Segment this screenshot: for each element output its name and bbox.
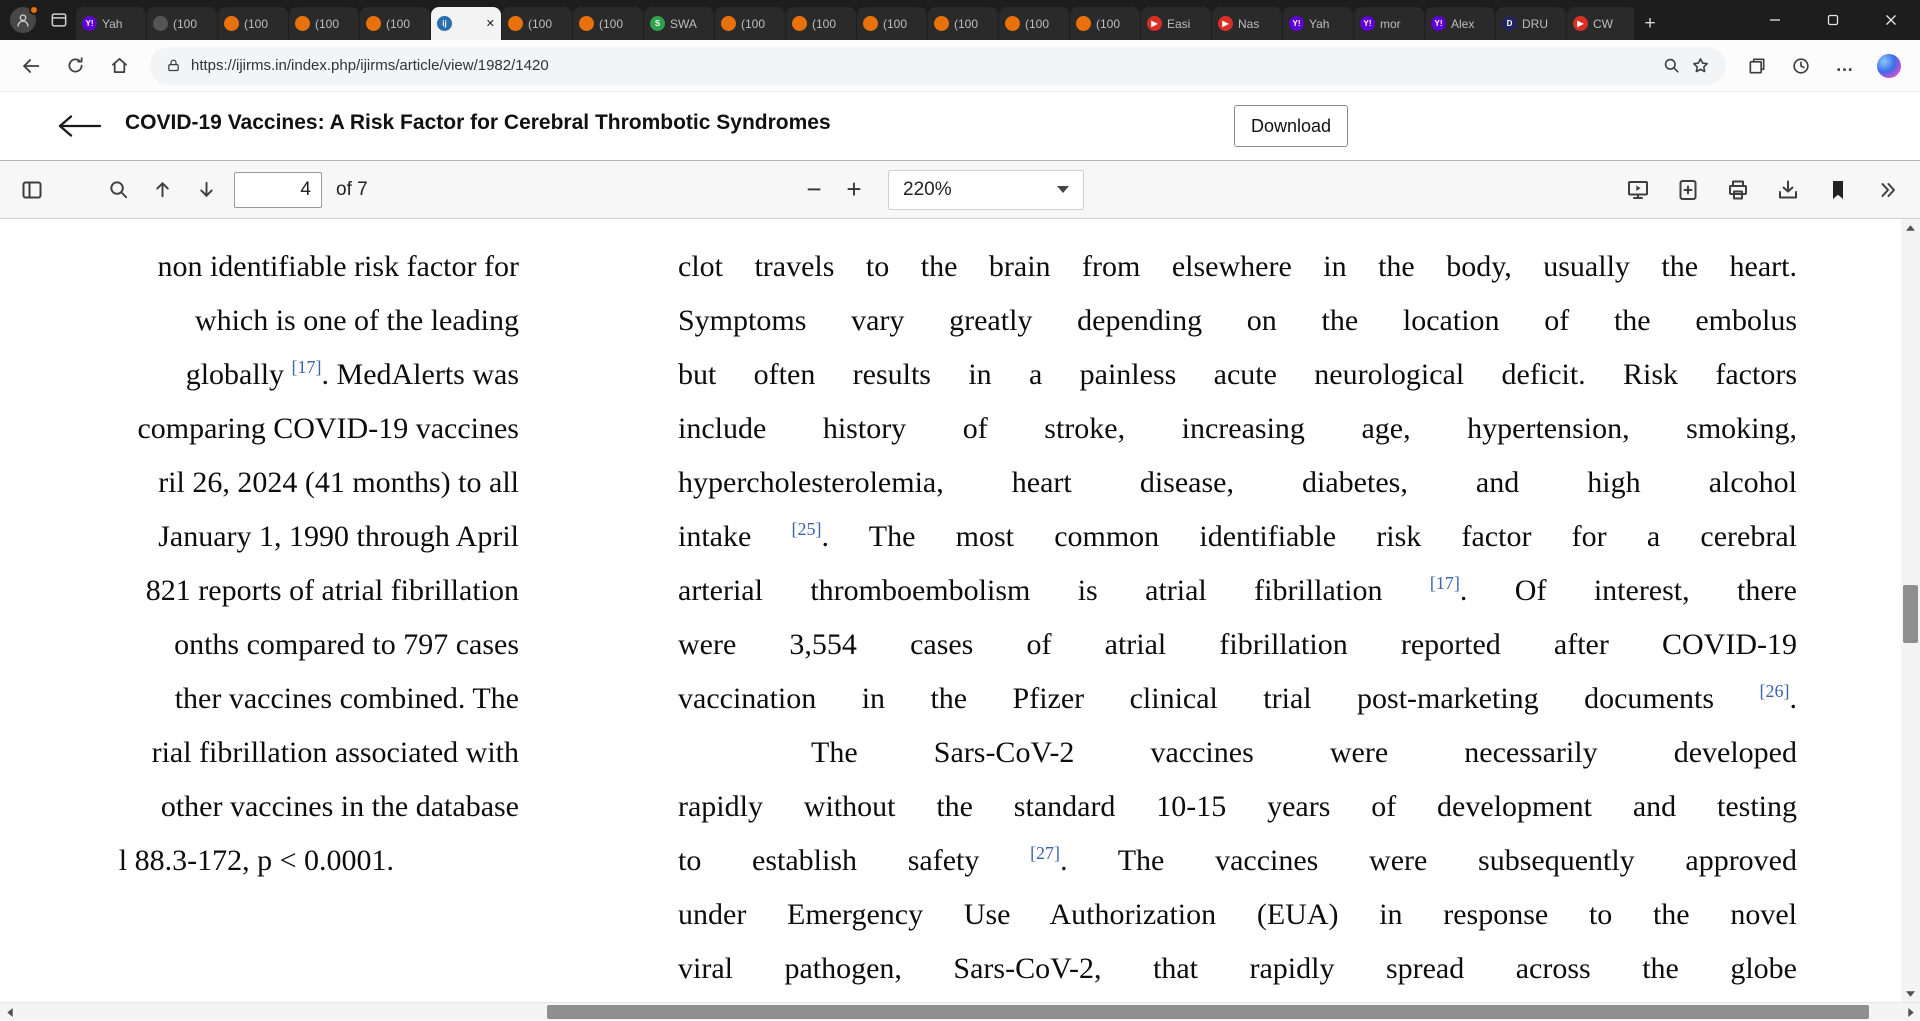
- home-button[interactable]: [98, 45, 140, 87]
- tab-title: (100: [812, 16, 837, 31]
- tab-title: SWA: [670, 16, 697, 31]
- tab-favicon: Y!: [1289, 16, 1304, 31]
- tab-title: (100: [954, 16, 979, 31]
- browser-titlebar: [0, 0, 1920, 40]
- tab-title: (100: [741, 16, 766, 31]
- browser-tab[interactable]: [1283, 7, 1353, 40]
- pdf-text-line: The Sars-CoV-2 vaccines were necessarily developed: [811, 736, 1797, 769]
- pdf-right-column: [678, 240, 1797, 996]
- sidebar-toggle-icon[interactable]: [16, 174, 48, 206]
- browser-tab[interactable]: [999, 7, 1069, 40]
- download-button[interactable]: Download: [1234, 105, 1348, 147]
- browser-tab[interactable]: [289, 7, 359, 40]
- new-tab-button[interactable]: +: [1644, 12, 1656, 34]
- zoom-indicator-icon[interactable]: [1662, 56, 1681, 75]
- browser-nav-toolbar: [0, 40, 1920, 92]
- notification-dot: [29, 5, 39, 15]
- tab-favicon: Y!: [82, 16, 97, 31]
- pdf-toolbar: [0, 160, 1920, 219]
- zoom-in-button[interactable]: +: [846, 174, 862, 204]
- pdf-text-line: ril 26, 2024 (41 months) to all: [158, 466, 519, 499]
- minimize-button[interactable]: [1746, 0, 1804, 40]
- tab-search-button[interactable]: [46, 7, 72, 33]
- tab-favicon: [295, 16, 310, 31]
- browser-tab[interactable]: [1425, 7, 1495, 40]
- refresh-button[interactable]: [54, 45, 96, 87]
- tab-favicon: S: [650, 16, 665, 31]
- tab-favicon: Y!: [1360, 16, 1375, 31]
- tab-title: Nas: [1238, 16, 1260, 31]
- print-icon[interactable]: [1722, 174, 1754, 206]
- horizontal-scroll-thumb[interactable]: [547, 1005, 1869, 1019]
- tab-close-icon[interactable]: ✕: [485, 18, 495, 30]
- tab-favicon: [224, 16, 239, 31]
- back-arrow-icon[interactable]: [56, 113, 102, 144]
- bookmark-icon[interactable]: [1822, 174, 1854, 206]
- pdf-text-line: other vaccines in the database: [160, 790, 519, 823]
- address-bar[interactable]: [150, 47, 1726, 85]
- browser-tab[interactable]: [502, 7, 572, 40]
- pdf-text-line: Symptoms vary greatly depending on the location of the embolus: [678, 304, 1797, 337]
- pdf-page: [0, 219, 1901, 1002]
- tab-title: Easi: [1167, 16, 1191, 31]
- tab-favicon: ▶: [1573, 16, 1588, 31]
- browser-tab[interactable]: [786, 7, 856, 40]
- history-icon[interactable]: [1780, 45, 1822, 87]
- browser-tab[interactable]: [218, 7, 288, 40]
- lock-icon: [166, 58, 181, 73]
- copilot-icon[interactable]: [1868, 45, 1910, 87]
- tab-title: (100: [883, 16, 908, 31]
- tab-title: (100: [315, 16, 340, 31]
- pdf-text-line: rapidly without the standard 10-15 years of development and testing: [678, 790, 1797, 823]
- pdf-text-line: globally [17]. MedAlerts was: [185, 357, 519, 391]
- pdf-text-line: under Emergency Use Authorization (EUA) in response to the novel: [678, 898, 1797, 931]
- tab-strip: [76, 0, 1634, 40]
- page-count-label: of 7: [336, 178, 368, 200]
- tab-favicon: [508, 16, 523, 31]
- search-icon[interactable]: [102, 174, 134, 206]
- tab-title: mor: [1380, 16, 1401, 31]
- scroll-right-icon[interactable]: [1901, 1003, 1920, 1021]
- close-button[interactable]: [1862, 0, 1920, 40]
- browser-tab[interactable]: [928, 7, 998, 40]
- zoom-level-value: 220%: [903, 178, 952, 200]
- tab-favicon: [863, 16, 878, 31]
- tab-title: (100: [386, 16, 411, 31]
- more-tools-icon[interactable]: [1872, 174, 1904, 206]
- pdf-text-line: onths compared to 797 cases: [174, 628, 519, 661]
- browser-tab[interactable]: [644, 7, 714, 40]
- tab-title: Alex: [1451, 16, 1475, 31]
- browser-tab[interactable]: [1141, 7, 1211, 40]
- add-notes-icon[interactable]: [1672, 174, 1704, 206]
- tab-favicon: ▶: [1218, 16, 1233, 31]
- url-text[interactable]: https://ijirms.in/index.php/ijirms/article/view/1982/1420: [191, 57, 549, 74]
- pdf-left-column: [0, 240, 519, 888]
- more-icon[interactable]: …: [1835, 55, 1855, 75]
- tab-title: Yah: [102, 16, 123, 31]
- pdf-text-line: 821 reports of atrial fibrillation: [145, 574, 519, 607]
- tab-favicon: [1076, 16, 1091, 31]
- tab-favicon: [1005, 16, 1020, 31]
- tab-favicon: [934, 16, 949, 31]
- tab-title: (100: [528, 16, 553, 31]
- maximize-button[interactable]: [1804, 0, 1862, 40]
- pdf-text-line: rial fibrillation associated with: [151, 736, 519, 769]
- browser-tab[interactable]: [147, 7, 217, 40]
- scroll-up-icon[interactable]: [1901, 219, 1920, 236]
- next-page-icon[interactable]: [190, 174, 222, 206]
- vertical-scroll-thumb[interactable]: [1903, 585, 1918, 643]
- pdf-text-line: ther vaccines combined. The: [174, 682, 519, 715]
- pdf-text-line: clot travels to the brain from elsewhere in the body, usually the heart.: [678, 250, 1797, 283]
- zoom-out-button[interactable]: −: [806, 174, 822, 204]
- chevron-down-icon: [1057, 186, 1069, 193]
- pdf-text-line: non identifiable risk factor for: [157, 250, 519, 283]
- tab-title: (100: [1025, 16, 1050, 31]
- pdf-text-line: January 1, 1990 through April: [158, 520, 519, 553]
- horizontal-scrollbar[interactable]: [0, 1002, 1920, 1020]
- pdf-text-line: vaccination in the Pfizer clinical trial post-marketing documents [26].: [678, 681, 1797, 715]
- tab-title: Yah: [1309, 16, 1330, 31]
- pdf-text-line: include history of stroke, increasing age, hypertension, smoking,: [678, 412, 1797, 445]
- tab-favicon: [579, 16, 594, 31]
- browser-tab[interactable]: [1070, 7, 1140, 40]
- browser-tab[interactable]: [857, 7, 927, 40]
- previous-page-icon[interactable]: [146, 174, 178, 206]
- pdf-text-line: to establish safety [27]. The vaccines were subsequently approved: [678, 843, 1797, 877]
- browser-tab[interactable]: [76, 7, 146, 40]
- browser-tab[interactable]: [573, 7, 643, 40]
- presentation-mode-icon[interactable]: [1622, 174, 1654, 206]
- pdf-text-line: were 3,554 cases of atrial fibrillation reported after COVID-19: [678, 628, 1797, 661]
- tab-title: (100: [1096, 16, 1121, 31]
- page-number-input[interactable]: [234, 172, 322, 208]
- tab-title: DRU: [1522, 16, 1548, 31]
- browser-tab[interactable]: [1496, 7, 1566, 40]
- pdf-text-line: arterial thromboembolism is atrial fibrillation [17]. Of interest, there: [678, 573, 1797, 607]
- back-button[interactable]: [10, 45, 52, 87]
- pdf-text-line: which is one of the leading: [194, 304, 519, 337]
- pdf-text-line: l 88.3-172, p < 0.0001.: [118, 844, 394, 877]
- scroll-left-icon[interactable]: [0, 1003, 19, 1021]
- browser-tab[interactable]: [1567, 7, 1634, 40]
- tab-title: CW: [1593, 16, 1613, 31]
- favorites-star-icon[interactable]: [1691, 56, 1710, 75]
- tab-title: (100: [599, 16, 624, 31]
- tab-favicon: Y!: [1431, 16, 1446, 31]
- page-title: COVID-19 Vaccines: A Risk Factor for Cerebral Thrombotic Syndromes: [125, 111, 831, 134]
- tab-favicon: [366, 16, 381, 31]
- article-header: [0, 92, 1920, 160]
- save-icon[interactable]: [1772, 174, 1804, 206]
- browser-tab[interactable]: [715, 7, 785, 40]
- tab-favicon: [792, 16, 807, 31]
- profile-avatar[interactable]: [10, 7, 36, 33]
- pdf-text-line: intake [25]. The most common identifiable risk factor for a cerebral: [678, 519, 1798, 553]
- window-controls: [1746, 0, 1920, 40]
- pdf-text-line: comparing COVID-19 vaccines: [137, 412, 519, 445]
- scroll-down-icon[interactable]: [1901, 985, 1920, 1002]
- tab-favicon: ▶: [1147, 16, 1162, 31]
- browser-tab[interactable]: [1212, 7, 1282, 40]
- tab-title: (100: [244, 16, 269, 31]
- tab-favicon: ij: [437, 16, 452, 31]
- tab-favicon: [721, 16, 736, 31]
- tab-favicon: D: [1502, 16, 1517, 31]
- zoom-level-dropdown[interactable]: [888, 170, 1084, 210]
- pdf-text-line: but often results in a painless acute neurological deficit. Risk factors: [678, 358, 1797, 391]
- pdf-viewport: [0, 219, 1920, 1002]
- browser-tab[interactable]: [360, 7, 430, 40]
- tab-title: (100: [173, 16, 198, 31]
- tab-favicon: [153, 16, 168, 31]
- vertical-scrollbar[interactable]: [1901, 219, 1920, 1002]
- pdf-text-line: viral pathogen, Sars-CoV-2, that rapidly spread across the globe: [678, 952, 1797, 985]
- collections-icon[interactable]: [1736, 45, 1778, 87]
- browser-tab[interactable]: [431, 7, 501, 40]
- browser-tab[interactable]: [1354, 7, 1424, 40]
- pdf-text-line: hypercholesterolemia, heart disease, diabetes, and high alcohol: [678, 466, 1797, 499]
